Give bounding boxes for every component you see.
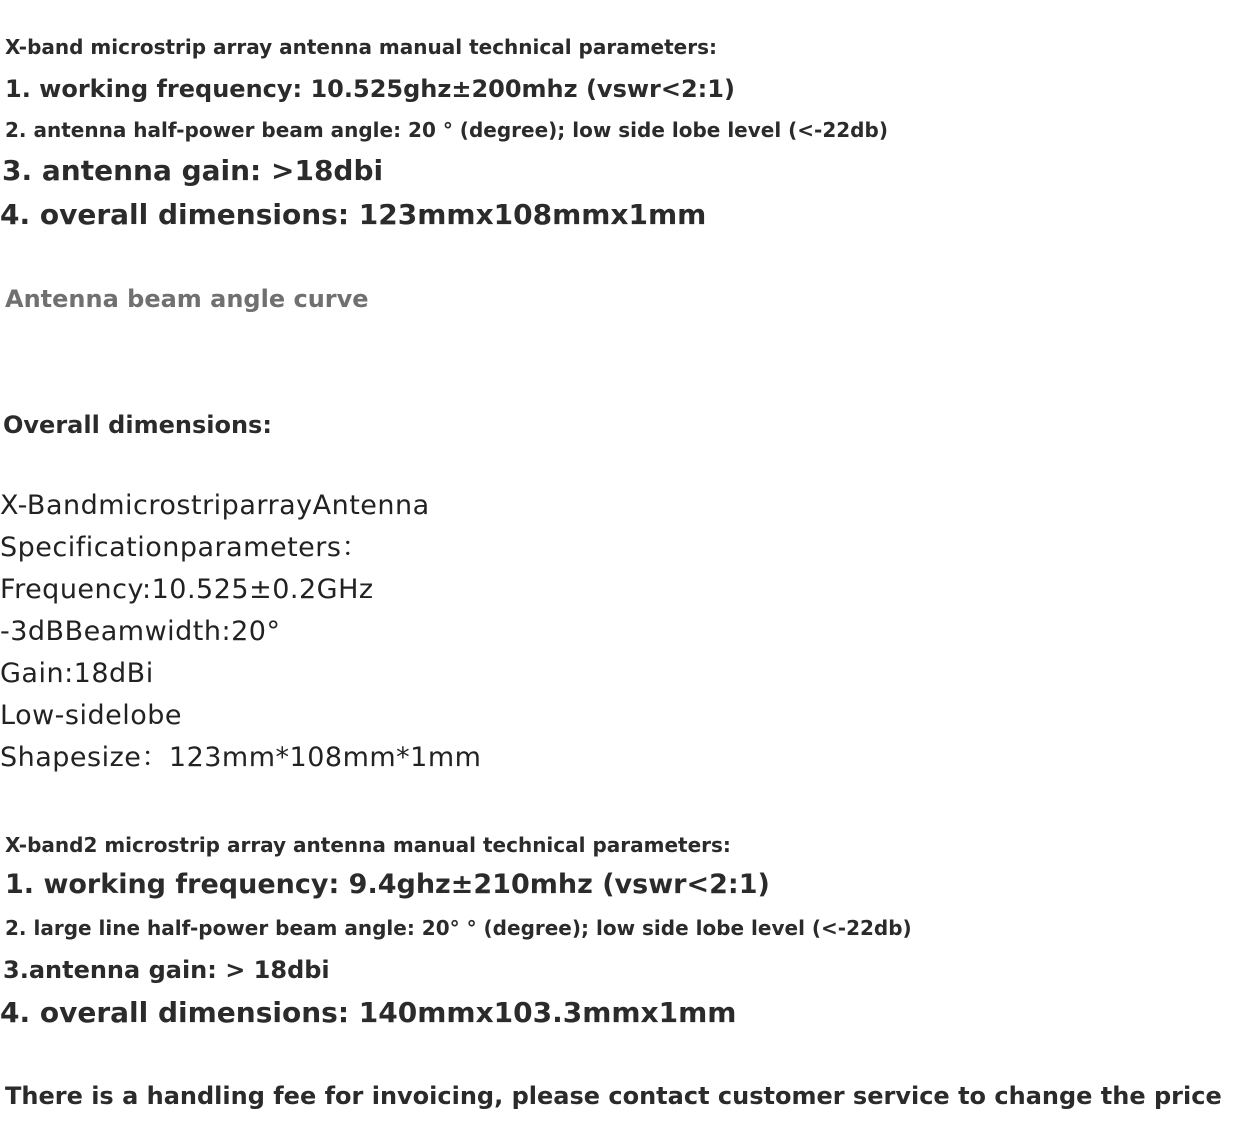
beam-curve-heading: Antenna beam angle curve — [5, 285, 369, 313]
spec-line: -3dBBeamwidth:20° — [0, 616, 281, 647]
spec-line: X-BandmicrostriparrayAntenna — [0, 490, 430, 521]
section1-item-gain: 3. antenna gain: >18dbi — [2, 154, 384, 187]
section2-item-gain: 3.antenna gain: > 18dbi — [3, 956, 330, 984]
dimensions-heading: Overall dimensions: — [3, 411, 272, 439]
invoice-note: There is a handling fee for invoicing, please contact customer service to change the price — [5, 1082, 1222, 1110]
spec-line: Frequency:10.525±0.2GHz — [0, 574, 374, 605]
section1-item-frequency: 1. working frequency: 10.525ghz±200mhz (vswr<2:1) — [5, 75, 735, 103]
spec-line: Low-sidelobe — [0, 700, 183, 731]
section2-item-dimensions: 4. overall dimensions: 140mmx103.3mmx1mm — [0, 996, 737, 1029]
spec-line: Specificationparameters： — [0, 532, 369, 563]
section1-item-beam-angle: 2. antenna half-power beam angle: 20 ° (degree); low side lobe level (<-22db) — [5, 118, 888, 142]
section2-title: X-band2 microstrip array antenna manual technical parameters: — [5, 833, 731, 857]
section1-item-dimensions: 4. overall dimensions: 123mmx108mmx1mm — [0, 198, 707, 231]
section2-item-beam-angle: 2. large line half-power beam angle: 20° ° (degree); low side lobe level (<-22db) — [5, 916, 912, 940]
section2-item-frequency: 1. working frequency: 9.4ghz±210mhz (vswr<2:1) — [5, 869, 770, 900]
section1-title: X-band microstrip array antenna manual technical parameters: — [5, 35, 718, 59]
spec-line: Shapesize：123mm*108mm*1mm — [0, 742, 482, 773]
spec-line: Gain:18dBi — [0, 658, 154, 689]
